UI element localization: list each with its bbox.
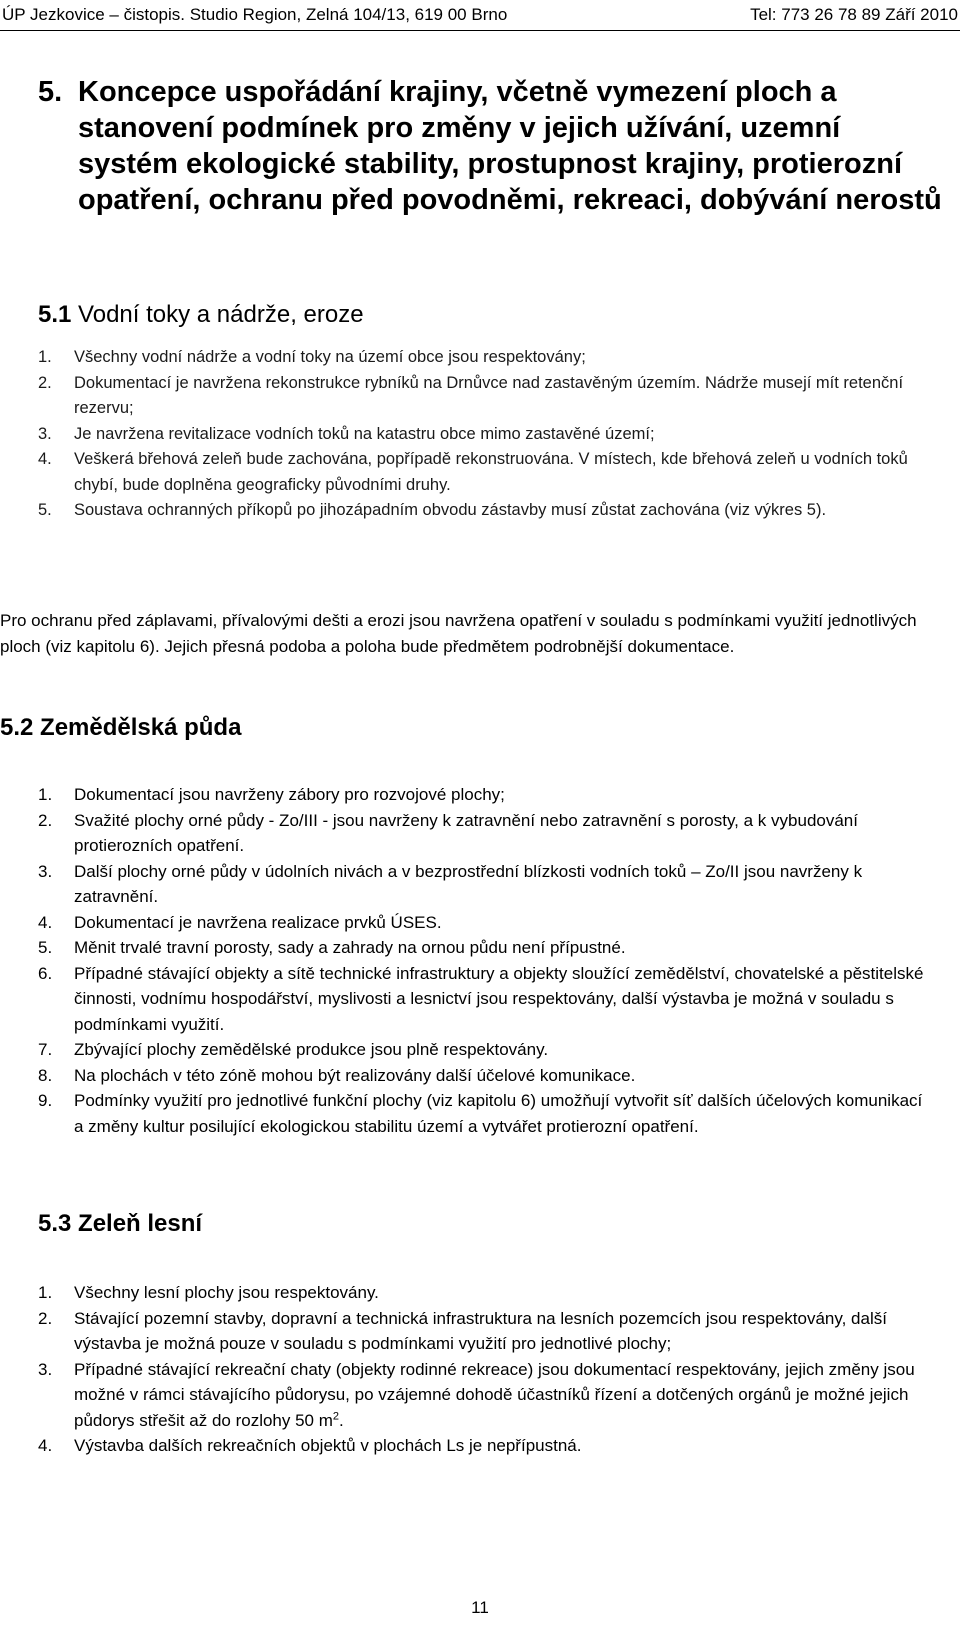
list-item: 7. Zbývající plochy zemědělské produkce jsou plně respektovány. [38,1040,549,1059]
header-left: ÚP Jezkovice – čistopis. Studio Region, Zelná 104/13, 619 00 Brno [2,5,508,24]
list-item: 2. Stávající pozemní stavby, dopravní a technická infrastruktura na lesních pozemcích jsou respektovány, další výstavba je možná pouze v souladu s podmínkami využití pro jednotlivé plochy; [38,1308,887,1353]
superscript: 2 [332,1409,340,1422]
list-item: 5. Soustava ochranných příkopů po jihozápadním obvodu zástavby musí zůstat zachována (viz výkres 5). [38,501,827,519]
list-item: 4. Veškerá břehová zeleň bude zachována, popřípadě rekonstruována. V místech, kde břehová zeleň u vodních toků chybí, bude doplněna geograficky původními druhy. [38,450,908,494]
chapter-title [38,74,948,218]
section-title-5-2: 5.2 Zemědělská půda [0,714,242,741]
list-item: 3. Je navržena revitalizace vodních toků na katastru obce mimo zastavěné území; [38,424,655,443]
header-right: Tel: 773 26 78 89 Září 2010 [750,5,958,24]
list-item: 3. Případné stávající rekreační chaty (objekty rodinné rekreace) jsou dokumentací respektovány, jejich změny jsou možné v rámci stávajícího půdorysu, po vzájemné dohodě účastníků řízení a dotčených orgánů je možné jejich půdorys střešit až do rozlohy 50 $m^2$. [38,1359,915,1430]
list-water-bodies [38,345,928,524]
section-title-5-3: 5.3 Zeleň lesní [38,1210,203,1237]
list-item: 1. Všechny lesní plochy jsou respektovány. [38,1283,379,1302]
section-title-text: Vodní toky a nádrže, eroze [78,301,364,328]
page-header [0,0,960,30]
list-item: 6. Případné stávající objekty a sítě technické infrastruktury a objekty sloužící zemědělství, chovatelské a pěstitelské činnosti, vodnímu hospodářství, myslivosti a lesnictví jsou respektovány, další výstavba je možná v souladu s podmínkami využití. [38,963,924,1034]
list-item: 1. Všechny vodní nádrže a vodní toky na území obce jsou respektovány; [38,348,586,366]
header-divider [0,30,960,31]
section-title-5-1 [38,300,364,330]
chapter-number: 5. [38,76,63,108]
chapter-title-text: Koncepce uspořádání krajiny, včetně vymezení ploch a stanovení podmínek pro změny v jejich užívání, uzemní systém ekologické stability, prostupnost krajiny, protierozní opatření, ochranu před povodněmi, rekreaci, dobývání nerostů [78,76,942,216]
list-item: 1. Dokumentací jsou navrženy zábory pro rozvojové plochy; [38,785,505,804]
list-item: 3. Další plochy orné půdy v údolních nivách a v bezprostřední blízkosti vodních toků – Zo/II jsou navrženy k zatravnění. [38,861,863,906]
list-item: 8. Na plochách v této zóně mohou být realizovány další účelové komunikace. [38,1065,636,1085]
list-item: 2. Svažité plochy orné půdy - Zo/III - jsou navrženy k zatravnění nebo zatravnění s porosty, a k vybudování protierozních opatření. [38,810,858,855]
list-item: 4. Výstavba dalších rekreačních objektů v plochách Ls je nepřípustná. [38,1436,582,1455]
list-item: 2. Dokumentací je navržena rekonstrukce rybníků na Drnůvce nad zastavěným územím. Nádrže musejí mít retenční rezervu; [38,373,904,417]
list-item: 9. Podmínky využití pro jednotlivé funkční plochy (viz kapitolu 6) umožňují vytvořit síť dalších účelových komunikací a změny kultur posilující ekologickou stabilitu území a vytvářet protierozní opatření. [38,1091,923,1136]
list-agricultural-land [38,782,928,1139]
list-item: 5. Měnit trvalé travní porosty, sady a zahrady na ornou půdu není přípustné. [38,938,626,957]
list-forest-greenery [38,1280,928,1459]
flood-protection-paragraph: Pro ochranu před záplavami, přívalovými dešti a erozi jsou navržena opatření v souladu s podmínkami využití jednotlivých ploch (viz kapitolu 6). Jejich přesná podoba a poloha bude předmětem podrobnější dokumentace. [0,611,917,656]
page-number: 11 [471,1598,489,1617]
list-item: 4. Dokumentací je navržena realizace prvků ÚSES. [38,912,442,932]
section-number: 5.1 [38,301,72,328]
